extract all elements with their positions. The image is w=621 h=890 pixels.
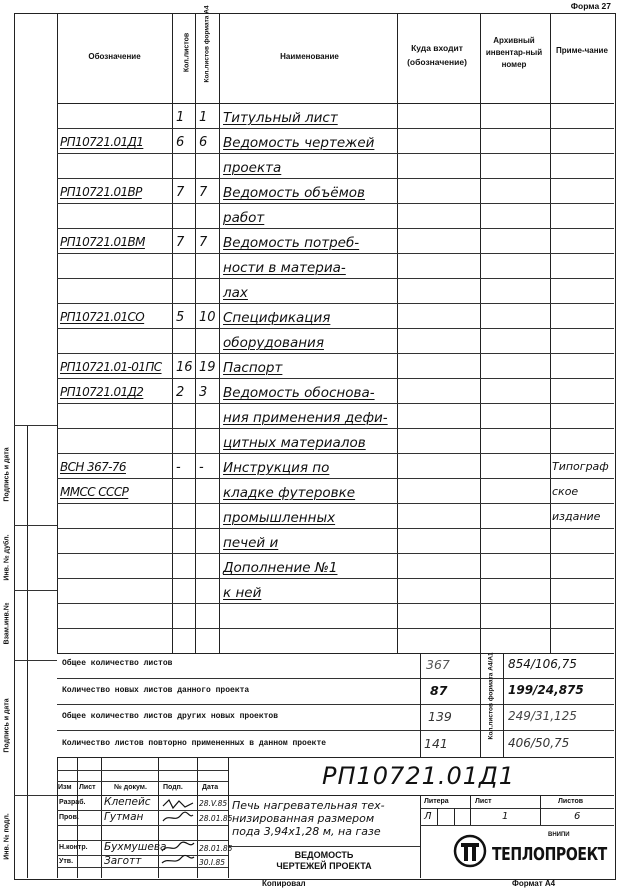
tb-line [470, 795, 471, 825]
tb-doc-title: ВЕДОМОСТЬ [294, 850, 354, 860]
table-row [0, 128, 621, 153]
table-row [0, 553, 621, 578]
name-cell: кладке футеровке [223, 485, 356, 501]
summary-label: Общее количество листов других новых проектов [62, 712, 279, 721]
table-row [0, 153, 621, 178]
table-row [0, 278, 621, 303]
summary-col [420, 653, 421, 757]
a4-cell: 6 [199, 135, 208, 150]
name-cell: Дополнение №1 [223, 560, 338, 576]
tb-line [420, 808, 614, 809]
tb-line [101, 757, 102, 878]
tb-line [57, 770, 228, 771]
note-cell: Типограф [552, 460, 609, 473]
tb-col-doc: № докум. [114, 784, 147, 791]
footer-copied: Копировал [262, 879, 306, 888]
summary-a4: 406/50,75 [508, 736, 570, 750]
name-cell: оборудования [223, 335, 324, 351]
note-cell: издание [552, 510, 601, 523]
side-line [27, 425, 28, 878]
table-row [0, 178, 621, 203]
side-line [14, 425, 57, 426]
a4-cell: 7 [199, 185, 208, 200]
side-line [14, 660, 57, 661]
form-label: Форма 27 [570, 1, 611, 11]
designation-cell: РП10721.01-01ПС [60, 360, 162, 374]
a4-cell: 19 [199, 360, 216, 375]
org-name: ТЕПЛОПРОЕКТ [492, 844, 607, 865]
archive-header: Архивный инвентар-ный номер [485, 36, 543, 69]
name-cell: Паспорт [223, 360, 283, 376]
name-cell: ности в материа- [223, 260, 346, 276]
table-row [0, 528, 621, 553]
summary-line [57, 678, 614, 679]
designation-cell: РП10721.01ВР [60, 185, 142, 199]
tb-line [57, 867, 228, 868]
summary-side-label: Кол.листов формата А4/А1 [487, 652, 495, 740]
tb-col-izm: Изм [58, 784, 72, 791]
a4-cell: 7 [199, 235, 208, 250]
tb-line [57, 757, 58, 878]
summary-count: 141 [424, 736, 448, 751]
tb-role: Н.контр. [59, 844, 88, 851]
summary-a4: 249/31,125 [508, 709, 577, 723]
tb-sheets: 6 [574, 811, 581, 822]
side-label-inv-podl: Инв. № подл. [3, 813, 11, 860]
side-label-sign-date: Подпись и дата [3, 698, 11, 753]
side-label-vzam: Взам.инв.№ [3, 602, 11, 645]
footer-format: Формат А4 [512, 879, 556, 888]
name-cell: Ведомость объёмов [223, 185, 365, 201]
tb-line [420, 825, 614, 826]
side-label-sign-date-2: Подпись и дата [3, 447, 11, 502]
summary-line [57, 653, 614, 654]
table-row [0, 103, 621, 128]
tb-col-sign: Подп. [163, 784, 183, 791]
tb-description: Печь нагревательная тех- [232, 799, 385, 812]
table-row [0, 503, 621, 528]
name-cell: цитных материалов [223, 435, 366, 451]
tb-line [57, 781, 228, 782]
summary-col [503, 653, 504, 757]
sheets-cell: 7 [176, 235, 185, 250]
table-row [0, 578, 621, 603]
a4-cell: 10 [199, 310, 216, 325]
a4-cell: - [199, 460, 204, 475]
summary-line [57, 757, 614, 758]
table-row [0, 478, 621, 503]
tb-description: пода 3,94х1,28 м, на газе [232, 825, 381, 838]
summary-label: Количество новых листов данного проекта [62, 686, 250, 695]
tb-sheet-label: Лист [475, 798, 492, 805]
sheets-cell: 5 [176, 310, 185, 325]
sheets-count-header: Кол.листов [183, 32, 191, 73]
tb-name: Бухмушева [104, 841, 167, 853]
tb-role: Утв. [59, 858, 74, 865]
sheets-cell: 16 [176, 360, 193, 375]
sheets-cell: 6 [176, 135, 185, 150]
tb-name: Заготт [104, 855, 142, 867]
table-row [0, 428, 621, 453]
table-row [0, 353, 621, 378]
sheets-a4-header: Кол.листов формата А4 [203, 5, 211, 83]
note-cell: ское [552, 485, 579, 498]
sheets-cell: 1 [176, 110, 185, 125]
a4-cell: 3 [199, 385, 208, 400]
name-cell: Инструкция по [223, 460, 330, 476]
designation-cell: ММСС СССР [60, 485, 129, 499]
tb-date: 30.I.85 [199, 858, 226, 867]
table-row [0, 203, 621, 228]
tb-date: 28.01.85 [199, 844, 233, 853]
summary-line [57, 730, 614, 731]
summary-label: Общее количество листов [62, 659, 173, 668]
side-line [14, 795, 57, 796]
name-cell: Ведомость чертежей [223, 135, 375, 151]
summary-a4: 199/24,875 [508, 683, 584, 697]
table-row [0, 378, 621, 403]
tb-code: РП10721.01Д1 [322, 762, 516, 790]
designation-cell: РП10721.01Д1 [60, 135, 144, 149]
summary-count: 87 [430, 683, 448, 698]
tb-role: Разраб. [59, 799, 86, 806]
signature-scribble [159, 797, 197, 867]
tb-stage: Л [424, 811, 432, 822]
a4-cell: 1 [199, 110, 208, 125]
tb-line [57, 825, 228, 826]
tb-stage-label: Литера [424, 798, 449, 805]
tb-line [57, 855, 228, 856]
tb-sheet: 1 [502, 811, 509, 822]
summary-label: Количество листов повторно примененных в данном проекте [62, 739, 327, 748]
name-cell: печей и [223, 535, 279, 551]
table-row [0, 453, 621, 478]
tb-line [437, 808, 438, 825]
side-line [14, 525, 57, 526]
designation-cell: РП10721.01ВМ [60, 235, 145, 249]
tb-line [540, 795, 541, 825]
name-cell: проекта [223, 160, 282, 176]
name-cell: лах [223, 285, 248, 301]
sheets-cell: 2 [176, 385, 185, 400]
tb-description: низированная размером [232, 812, 375, 825]
name-cell: промышленных [223, 510, 336, 526]
side-label-inv-dubl: Инв. № дубл. [3, 534, 11, 581]
tb-name: Гутман [104, 811, 144, 823]
note-header: Приме-чание [556, 46, 608, 55]
table-row [0, 328, 621, 353]
summary-count: 367 [426, 657, 450, 672]
designation-cell: РП10721.01СО [60, 310, 145, 324]
teploproekt-logo-icon [453, 834, 487, 868]
name-cell: Спецификация [223, 310, 331, 326]
tb-role: Пров. [59, 814, 79, 821]
destination-header: Куда входит (обозначение) [407, 43, 467, 67]
table-row [0, 228, 621, 253]
sheets-cell: 7 [176, 185, 185, 200]
tb-date: 28.01.85 [199, 814, 233, 823]
table-row [0, 253, 621, 278]
tb-line [454, 808, 455, 825]
tb-line [197, 757, 198, 878]
tb-line [228, 846, 420, 847]
name-cell: работ [223, 210, 265, 226]
tb-doc-title: ЧЕРТЕЖЕЙ ПРОЕКТА [276, 861, 372, 871]
name-cell: Титульный лист [223, 110, 338, 126]
tb-date: 28.V.85 [199, 799, 228, 808]
designation-header: Обозначение [88, 52, 141, 61]
summary-count: 139 [428, 709, 452, 724]
org-small: ВНИПИ [548, 832, 570, 838]
name-header: Наименование [280, 52, 339, 61]
sheets-cell: - [176, 460, 181, 475]
name-cell: Ведомость потреб- [223, 235, 360, 251]
summary-a4: 854/106,75 [508, 657, 577, 671]
tb-col-date: Дата [202, 784, 219, 791]
summary-line [57, 704, 614, 705]
tb-name: Клепейс [104, 796, 151, 808]
tb-sheets-label: Листов [558, 798, 584, 805]
designation-cell: РП10721.01Д2 [60, 385, 144, 399]
tb-col-list: Лист [79, 784, 96, 791]
table-row [0, 628, 621, 653]
designation-cell: ВСН 367-76 [60, 460, 126, 474]
table-row [0, 603, 621, 628]
name-cell: Ведомость обоснова- [223, 385, 375, 401]
name-cell: ния применения дефи- [223, 410, 388, 426]
summary-col [480, 653, 481, 757]
side-line [14, 590, 57, 591]
table-row [0, 403, 621, 428]
name-cell: к ней [223, 585, 262, 601]
table-row [0, 303, 621, 328]
